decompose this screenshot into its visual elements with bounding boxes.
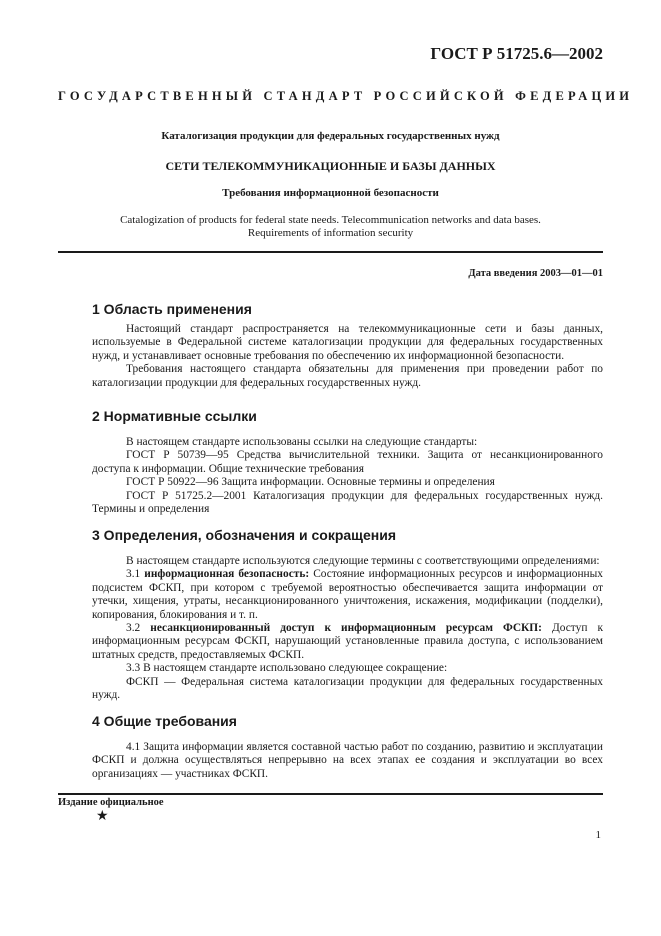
bottom-divider <box>58 793 603 795</box>
english-title-line-1: Catalogization of products for federal state needs. Telecommunication networks and data bases. <box>120 214 541 226</box>
section-4-heading: 4 Общие требования <box>92 713 237 729</box>
definition-3-1-term: информационная безопасность: <box>144 568 310 581</box>
definition-3-2-term: несанкционированный доступ к информационным ресурсам ФСКП: <box>150 622 542 635</box>
top-divider <box>58 251 603 253</box>
main-title: СЕТИ ТЕЛЕКОММУНИКАЦИОННЫЕ И БАЗЫ ДАННЫХ <box>165 159 496 173</box>
star-icon: ★ <box>96 809 109 824</box>
catalog-subtitle: Каталогизация продукции для федеральных государственных нужд <box>161 130 500 142</box>
section-1-paragraph-1: Настоящий стандарт распространяется на телекоммуникационные сети и базы данных, используемые в Федеральной системе каталогизации продукции для федеральных государственных нужд, и устанавливает основные требования по обеспечению их информационной безопасности. <box>92 323 603 362</box>
section-2-reference-3: ГОСТ Р 51725.2—2001 Каталогизация продукции для федеральных государственных нужд. Термины и определения <box>92 489 603 516</box>
section-2-reference-1: ГОСТ Р 50739—95 Средства вычислительной техники. Защита от несанкционированного доступа к информации. Общие технические требования <box>92 449 603 475</box>
section-2-body <box>92 436 603 516</box>
section-2-reference-2: ГОСТ Р 50922—96 Защита информации. Основные термины и определения <box>126 476 495 489</box>
section-3-body <box>92 555 603 702</box>
section-3-intro: В настоящем стандарте используются следующие термины с соответствующими определениями: <box>126 555 600 567</box>
abbreviation-intro: 3.3 В настоящем стандарте использовано следующее сокращение: <box>126 662 448 675</box>
section-1-heading: 1 Область применения <box>92 301 252 317</box>
section-4-body <box>92 741 603 781</box>
section-4-paragraph-1: 4.1 Защита информации является составной частью работ по созданию, развитию и эксплуатации ФСКП и должна осуществляться непрерывно на всех этапах ее создания и эксплуатации во всех организациях — участниках ФСКП. <box>92 741 603 780</box>
section-3-heading: 3 Определения, обозначения и сокращения <box>92 527 397 543</box>
abbreviation-fskp: ФСКП — Федеральная система каталогизации продукции для федеральных государственных нужд. <box>92 675 603 702</box>
intro-date: Дата введения 2003—01—01 <box>468 268 603 279</box>
english-title-line-2: Requirements of information security <box>247 227 414 239</box>
page-number: 1 <box>595 829 601 841</box>
definition-3-1-text: Состояние информационных ресурсов и информационных подсистем ФСКП, при котором с требуемой вероятностью обеспечивается защита информации от утечки, хищения, утраты, несанкционированного уничтожения, искажения, модификации (подделки), копирования, блокирования и т. п. <box>92 568 603 621</box>
definition-3-2-number: 3.2 <box>126 622 141 635</box>
requirements-subtitle: Требования информационной безопасности <box>222 187 439 199</box>
definition-3-2 <box>92 622 603 662</box>
definition-3-1-number: 3.1 <box>126 568 141 581</box>
section-2-paragraph-1: В настоящем стандарте использованы ссылки на следующие стандарты: <box>126 436 478 448</box>
english-title <box>58 214 603 240</box>
definition-3-2-text: Доступ к информационным ресурсам ФСКП, нарушающий установленные правила доступа, с использованием штатных средств, предоставляемых ФСКП. <box>92 622 603 661</box>
state-title: ГОСУДАРСТВЕННЫЙ СТАНДАРТ РОССИЙСКОЙ ФЕДЕРАЦИИ <box>58 89 634 103</box>
doc-code: ГОСТ Р 51725.6—2002 <box>430 44 603 63</box>
edition-label: Издание официальное <box>58 797 164 808</box>
definition-3-1 <box>92 568 603 622</box>
section-1-body <box>92 323 603 390</box>
section-1-paragraph-2: Требования настоящего стандарта обязательны для применения при проведении работ по каталогизации продукции для федеральных государственных нужд. <box>92 363 603 389</box>
section-2-heading: 2 Нормативные ссылки <box>92 408 257 424</box>
